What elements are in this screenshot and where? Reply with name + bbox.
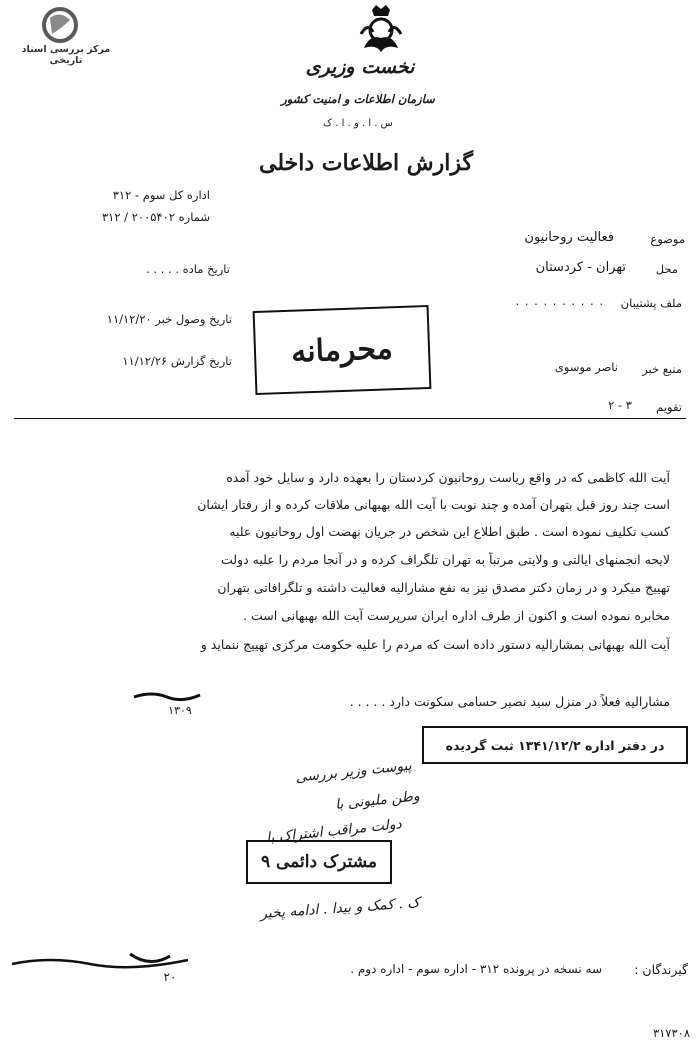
body-line-8: مشارالیه فعلاً در منزل سید نصیر حسامی سکونت دارد . . . . .: [349, 694, 670, 709]
entry-stamp-text: در دفتر اداره ۱۳۴۱/۱۲/۲ ثبت گردیده: [445, 737, 665, 753]
classification-stamp: [253, 305, 432, 395]
body-line-6: مخابره نموده است و اکنون از طرف اداره ایران سرپرست آیت الله بهبهانی است .: [243, 608, 670, 623]
classification-stamp-text: محرمانه: [290, 330, 394, 370]
footer-text: سه نسخه در پرونده ۳۱۲ - اداره سوم - اداره دوم .: [350, 962, 602, 976]
report-title: گزارش اطلاعات داخلی: [259, 150, 473, 176]
body-line-2: است چند روز قبل بتهران آمده و چند نوبت با آیت الله بهبهانی ملاقات کرده و از رفتار ایشان: [197, 497, 670, 512]
source-label: منبع خبر: [642, 362, 682, 376]
letterhead-line-1: نخست وزیری: [305, 56, 415, 78]
entry-stamp: [422, 726, 688, 764]
body-line-3: کسب تکلیف نموده است . طبق اطلاع این شخص در جریان نهضت اول روحانیون علیه: [229, 524, 670, 539]
footer-label: گیرندگان :: [634, 962, 688, 977]
handwritten-note-line-1: پیوست وزیر بررسی: [294, 757, 413, 786]
left-footer-scribble: [10, 952, 190, 972]
secret-stamp: [246, 840, 392, 884]
location-label: محل: [655, 262, 678, 276]
subject-value: فعالیت روحانیون: [524, 230, 614, 245]
handwritten-note-line-2: وطن ملیونی با: [334, 788, 421, 813]
page-reference: ۳۱۷۳۰۸: [652, 1026, 690, 1040]
lion-and-sun-emblem-icon: [356, 4, 406, 56]
archive-logo-icon: [36, 6, 82, 46]
handwritten-note-line-3: دولت مراقب اشتراک با: [265, 816, 403, 847]
archive-logo-text: مرکز بررسی اسناد تاریخی: [21, 44, 111, 66]
subject-label: موضوع: [650, 232, 685, 246]
file-label: ملف پشتیبان: [620, 296, 682, 310]
evaluation-label: تقویم: [656, 400, 682, 414]
body-line-5: تهییج میکرد و در زمان دکتر مصدق نیز به نفع مشارالیه فعالیت داشته و تلگرافاتی بتهران: [217, 580, 670, 595]
evaluation-value: ۲ - ۳: [608, 398, 632, 412]
source-value: ناصر موسوی: [554, 360, 618, 374]
body-line-4: لایحه انجمنهای ایالتی و ولایتی مرتباً به تهران تلگراف کرده و در آنجا مردم را علیه دولت: [220, 552, 670, 567]
received-date-field: تاریخ وصول خبر ۱۱/۱۲/۲۰: [106, 312, 232, 326]
left-footer-note: ۲۰: [163, 970, 177, 984]
report-date-field: تاریخ گزارش ۱۱/۱۲/۲۶: [122, 354, 232, 368]
letterhead-line-2: سازمان اطلاعات و امنیت کشور: [281, 92, 435, 106]
scribble-mark: [132, 688, 202, 702]
signature-line: ک . کمک و بیدا . ادامه پخیر: [259, 894, 421, 923]
number-field: شماره ۲۰۰۵۴۰۲ / ۳۱۲: [102, 210, 210, 224]
letterhead-line-3: س . ا . و . ا . ک: [323, 118, 393, 129]
small-note: ۱۳۰۹: [168, 704, 192, 717]
date-field: تاریخ ماده . . . . .: [146, 262, 230, 276]
file-value: . . . . . . . . . .: [515, 294, 604, 308]
office-field: اداره کل سوم - ۳۱۲: [112, 188, 210, 202]
body-line-7: آیت الله بهبهانی بمشارالیه دستور داده است که مردم را علیه حکومت مرکزی تهییج ننماید و: [200, 637, 670, 652]
body-line-1: آیت الله کاظمی که در واقع ریاست روحانیون کردستان را بعهده دارد و سایل خود آمده: [226, 470, 670, 485]
header-separator: [14, 418, 686, 419]
location-value: تهران - کردستان: [535, 260, 626, 275]
secret-stamp-text: مشترک دائمی ۹: [261, 852, 377, 872]
